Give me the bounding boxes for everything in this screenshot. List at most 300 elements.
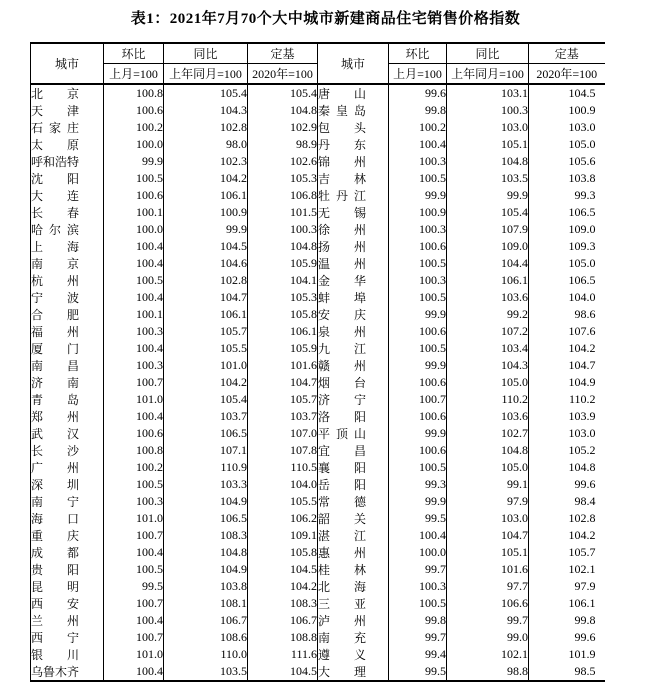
fixed-value: 105.9 xyxy=(248,340,318,357)
yoy-value: 104.8 xyxy=(164,544,248,561)
mom-value: 101.0 xyxy=(104,510,164,527)
city-cell: 济 南 xyxy=(31,374,104,391)
fixed-value: 104.5 xyxy=(529,84,605,102)
yoy-value: 102.8 xyxy=(164,272,248,289)
city-cell: 济 宁 xyxy=(318,391,389,408)
mom-value: 100.3 xyxy=(104,357,164,374)
city-cell: 西 安 xyxy=(31,595,104,612)
table-row xyxy=(31,170,605,187)
yoy-value: 104.3 xyxy=(447,357,529,374)
yoy-value: 103.0 xyxy=(447,510,529,527)
city-cell: 呼 和 浩 特 xyxy=(31,153,104,170)
mom-value: 100.5 xyxy=(389,340,447,357)
city-cell: 丹 东 xyxy=(318,136,389,153)
mom-value: 100.3 xyxy=(104,323,164,340)
yoy-value: 104.4 xyxy=(447,255,529,272)
city-cell: 襄 阳 xyxy=(318,459,389,476)
fixed-value: 106.1 xyxy=(529,595,605,612)
city-cell: 宜 昌 xyxy=(318,442,389,459)
yoy-value: 106.1 xyxy=(164,306,248,323)
table-row xyxy=(31,629,605,646)
fixed-value: 101.5 xyxy=(248,204,318,221)
mom-value: 99.8 xyxy=(389,102,447,119)
yoy-value: 104.8 xyxy=(447,153,529,170)
mom-value: 100.6 xyxy=(104,425,164,442)
table-row xyxy=(31,272,605,289)
mom-value: 100.3 xyxy=(104,493,164,510)
yoy-value: 101.6 xyxy=(447,561,529,578)
city-cell: 郑 州 xyxy=(31,408,104,425)
table-row xyxy=(31,646,605,663)
fixed-value: 106.8 xyxy=(248,187,318,204)
city-cell: 太 原 xyxy=(31,136,104,153)
table-row xyxy=(31,255,605,272)
city-cell: 西 宁 xyxy=(31,629,104,646)
yoy-value: 105.0 xyxy=(447,374,529,391)
city-cell: 银 川 xyxy=(31,646,104,663)
yoy-value: 110.0 xyxy=(164,646,248,663)
table-row xyxy=(31,408,605,425)
fixed-value: 103.7 xyxy=(248,408,318,425)
city-cell: 秦 皇 岛 xyxy=(318,102,389,119)
city-cell: 吉 林 xyxy=(318,170,389,187)
city-cell: 韶 关 xyxy=(318,510,389,527)
city-cell: 青 岛 xyxy=(31,391,104,408)
mom-value: 100.8 xyxy=(104,84,164,102)
fixed-value: 109.0 xyxy=(529,221,605,238)
yoy-value: 108.3 xyxy=(164,527,248,544)
city-cell: 广 州 xyxy=(31,459,104,476)
yoy-value: 97.7 xyxy=(447,578,529,595)
yoy-value: 104.9 xyxy=(164,561,248,578)
city-cell: 温 州 xyxy=(318,255,389,272)
yoy-value: 104.2 xyxy=(164,170,248,187)
mom-value: 100.5 xyxy=(104,561,164,578)
mom-value: 100.0 xyxy=(104,221,164,238)
fixed-value: 99.8 xyxy=(529,612,605,629)
mom-value: 100.7 xyxy=(104,527,164,544)
yoy-value: 105.5 xyxy=(164,340,248,357)
city-cell: 石 家 庄 xyxy=(31,119,104,136)
table-row xyxy=(31,153,605,170)
city-cell: 天 津 xyxy=(31,102,104,119)
fixed-value: 100.9 xyxy=(529,102,605,119)
yoy-value: 99.9 xyxy=(164,221,248,238)
fixed-value: 104.9 xyxy=(529,374,605,391)
fixed-value: 106.1 xyxy=(248,323,318,340)
mom-value: 100.6 xyxy=(389,323,447,340)
city-cell: 平 顶 山 xyxy=(318,425,389,442)
city-cell: 桂 林 xyxy=(318,561,389,578)
yoy-value: 98.8 xyxy=(447,663,529,681)
mom-value: 99.7 xyxy=(389,629,447,646)
city-cell: 大 连 xyxy=(31,187,104,204)
header-fixed-base-right: 2020年=100 xyxy=(529,64,605,85)
fixed-value: 102.9 xyxy=(248,119,318,136)
header-yoy-right: 同比 xyxy=(447,43,529,64)
fixed-value: 104.2 xyxy=(529,527,605,544)
mom-value: 100.9 xyxy=(389,204,447,221)
yoy-value: 103.8 xyxy=(164,578,248,595)
fixed-value: 107.0 xyxy=(248,425,318,442)
yoy-value: 104.2 xyxy=(164,374,248,391)
mom-value: 100.1 xyxy=(104,306,164,323)
table-row xyxy=(31,374,605,391)
city-cell: 北 京 xyxy=(31,84,104,102)
table-row xyxy=(31,425,605,442)
city-cell: 牡 丹 江 xyxy=(318,187,389,204)
city-cell: 福 州 xyxy=(31,323,104,340)
table-row xyxy=(31,221,605,238)
city-cell: 南 昌 xyxy=(31,357,104,374)
mom-value: 99.5 xyxy=(389,663,447,681)
yoy-value: 106.1 xyxy=(447,272,529,289)
mom-value: 99.7 xyxy=(389,561,447,578)
table-title: 表1：2021年7月70个大中城市新建商品住宅销售价格指数 xyxy=(130,11,521,27)
mom-value: 100.7 xyxy=(104,629,164,646)
fixed-value: 104.7 xyxy=(248,374,318,391)
mom-value: 100.7 xyxy=(104,595,164,612)
header-yoy-base-right: 上年同月=100 xyxy=(447,64,529,85)
fixed-value: 108.3 xyxy=(248,595,318,612)
city-cell: 安 庆 xyxy=(318,306,389,323)
mom-value: 99.9 xyxy=(104,153,164,170)
yoy-value: 103.6 xyxy=(447,408,529,425)
yoy-value: 108.6 xyxy=(164,629,248,646)
table-row xyxy=(31,476,605,493)
mom-value: 100.4 xyxy=(389,527,447,544)
city-cell: 洛 阳 xyxy=(318,408,389,425)
yoy-value: 99.1 xyxy=(447,476,529,493)
fixed-value: 99.3 xyxy=(529,187,605,204)
mom-value: 100.3 xyxy=(389,221,447,238)
mom-value: 100.5 xyxy=(389,170,447,187)
mom-value: 100.2 xyxy=(104,459,164,476)
mom-value: 100.3 xyxy=(389,272,447,289)
city-cell: 重 庆 xyxy=(31,527,104,544)
city-cell: 沈 阳 xyxy=(31,170,104,187)
table-row xyxy=(31,340,605,357)
city-cell: 武 汉 xyxy=(31,425,104,442)
yoy-value: 106.5 xyxy=(164,425,248,442)
mom-value: 101.0 xyxy=(104,391,164,408)
header-yoy-left: 同比 xyxy=(164,43,248,64)
yoy-value: 106.1 xyxy=(164,187,248,204)
city-cell: 烟 台 xyxy=(318,374,389,391)
yoy-value: 104.5 xyxy=(164,238,248,255)
city-cell: 南 宁 xyxy=(31,493,104,510)
city-cell: 哈 尔 滨 xyxy=(31,221,104,238)
table-row xyxy=(31,493,605,510)
yoy-value: 106.5 xyxy=(164,510,248,527)
mom-value: 100.2 xyxy=(104,119,164,136)
mom-value: 100.4 xyxy=(104,663,164,681)
yoy-value: 101.0 xyxy=(164,357,248,374)
table-row xyxy=(31,442,605,459)
fixed-value: 103.8 xyxy=(529,170,605,187)
yoy-value: 110.2 xyxy=(447,391,529,408)
mom-value: 100.5 xyxy=(389,459,447,476)
city-cell: 贵 阳 xyxy=(31,561,104,578)
city-cell: 海 口 xyxy=(31,510,104,527)
table-row xyxy=(31,306,605,323)
fixed-value: 105.9 xyxy=(248,255,318,272)
yoy-value: 103.0 xyxy=(447,119,529,136)
city-cell: 锦 州 xyxy=(318,153,389,170)
yoy-value: 102.8 xyxy=(164,119,248,136)
header-yoy-base-left: 上年同月=100 xyxy=(164,64,248,85)
fixed-value: 104.8 xyxy=(248,102,318,119)
yoy-value: 110.9 xyxy=(164,459,248,476)
mom-value: 101.0 xyxy=(104,646,164,663)
city-cell: 金 华 xyxy=(318,272,389,289)
city-cell: 昆 明 xyxy=(31,578,104,595)
yoy-value: 99.2 xyxy=(447,306,529,323)
yoy-value: 100.9 xyxy=(164,204,248,221)
fixed-value: 99.6 xyxy=(529,629,605,646)
city-cell: 唐 山 xyxy=(318,84,389,102)
mom-value: 100.5 xyxy=(389,255,447,272)
mom-value: 100.4 xyxy=(104,289,164,306)
header-mom-right: 环比 xyxy=(389,43,447,64)
mom-value: 100.0 xyxy=(104,136,164,153)
fixed-value: 105.0 xyxy=(529,255,605,272)
city-cell: 惠 州 xyxy=(318,544,389,561)
city-cell: 兰 州 xyxy=(31,612,104,629)
city-cell: 包 头 xyxy=(318,119,389,136)
yoy-value: 103.5 xyxy=(164,663,248,681)
city-cell: 泸 州 xyxy=(318,612,389,629)
mom-value: 100.6 xyxy=(389,408,447,425)
table-row xyxy=(31,102,605,119)
fixed-value: 104.2 xyxy=(529,340,605,357)
table-row xyxy=(31,136,605,153)
mom-value: 100.4 xyxy=(104,255,164,272)
fixed-value: 103.9 xyxy=(529,408,605,425)
table-row xyxy=(31,391,605,408)
fixed-value: 105.7 xyxy=(529,544,605,561)
header-fixed-right: 定基 xyxy=(529,43,605,64)
mom-value: 100.6 xyxy=(389,442,447,459)
mom-value: 100.5 xyxy=(104,170,164,187)
fixed-value: 105.8 xyxy=(248,306,318,323)
table-row xyxy=(31,289,605,306)
mom-value: 100.5 xyxy=(389,289,447,306)
header-mom-base-right: 上月=100 xyxy=(389,64,447,85)
yoy-value: 103.5 xyxy=(447,170,529,187)
yoy-value: 106.7 xyxy=(164,612,248,629)
city-cell: 长 沙 xyxy=(31,442,104,459)
city-cell: 扬 州 xyxy=(318,238,389,255)
fixed-value: 104.1 xyxy=(248,272,318,289)
fixed-value: 98.5 xyxy=(529,663,605,681)
table-body xyxy=(31,84,605,681)
fixed-value: 98.9 xyxy=(248,136,318,153)
fixed-value: 104.2 xyxy=(248,578,318,595)
city-cell: 岳 阳 xyxy=(318,476,389,493)
mom-value: 99.9 xyxy=(389,187,447,204)
fixed-value: 99.6 xyxy=(529,476,605,493)
fixed-value: 102.1 xyxy=(529,561,605,578)
yoy-value: 99.9 xyxy=(447,187,529,204)
fixed-value: 106.5 xyxy=(529,204,605,221)
fixed-value: 105.7 xyxy=(248,391,318,408)
yoy-value: 104.9 xyxy=(164,493,248,510)
mom-value: 100.2 xyxy=(389,119,447,136)
mom-value: 100.7 xyxy=(104,374,164,391)
city-cell: 成 都 xyxy=(31,544,104,561)
yoy-value: 107.2 xyxy=(447,323,529,340)
mom-value: 100.6 xyxy=(389,374,447,391)
city-cell: 湛 江 xyxy=(318,527,389,544)
table-header xyxy=(31,43,605,84)
header-fixed-base-left: 2020年=100 xyxy=(248,64,318,85)
fixed-value: 102.6 xyxy=(248,153,318,170)
yoy-value: 105.7 xyxy=(164,323,248,340)
yoy-value: 99.7 xyxy=(447,612,529,629)
mom-value: 100.5 xyxy=(104,476,164,493)
table-row xyxy=(31,204,605,221)
city-cell: 宁 波 xyxy=(31,289,104,306)
city-cell: 徐 州 xyxy=(318,221,389,238)
mom-value: 99.6 xyxy=(389,84,447,102)
table-row xyxy=(31,323,605,340)
table-row xyxy=(31,459,605,476)
fixed-value: 105.5 xyxy=(248,493,318,510)
fixed-value: 104.5 xyxy=(248,663,318,681)
table-row xyxy=(31,357,605,374)
fixed-value: 109.3 xyxy=(529,238,605,255)
fixed-value: 104.7 xyxy=(529,357,605,374)
fixed-value: 106.7 xyxy=(248,612,318,629)
mom-value: 100.6 xyxy=(104,187,164,204)
table-row xyxy=(31,84,605,102)
fixed-value: 103.0 xyxy=(529,425,605,442)
yoy-value: 109.0 xyxy=(447,238,529,255)
yoy-value: 100.3 xyxy=(447,102,529,119)
mom-value: 100.4 xyxy=(104,340,164,357)
mom-value: 99.4 xyxy=(389,646,447,663)
yoy-value: 102.1 xyxy=(447,646,529,663)
fixed-value: 104.8 xyxy=(529,459,605,476)
city-cell: 遵 义 xyxy=(318,646,389,663)
city-cell: 无 锡 xyxy=(318,204,389,221)
yoy-value: 99.0 xyxy=(447,629,529,646)
yoy-value: 105.1 xyxy=(447,136,529,153)
city-cell: 上 海 xyxy=(31,238,104,255)
yoy-value: 104.6 xyxy=(164,255,248,272)
mom-value: 99.9 xyxy=(389,425,447,442)
fixed-value: 104.8 xyxy=(248,238,318,255)
yoy-value: 103.7 xyxy=(164,408,248,425)
header-mom-left: 环比 xyxy=(104,43,164,64)
city-cell: 蚌 埠 xyxy=(318,289,389,306)
city-cell: 深 圳 xyxy=(31,476,104,493)
fixed-value: 109.1 xyxy=(248,527,318,544)
mom-value: 100.8 xyxy=(104,442,164,459)
yoy-value: 104.3 xyxy=(164,102,248,119)
mom-value: 100.5 xyxy=(389,595,447,612)
header-mom-base-left: 上月=100 xyxy=(104,64,164,85)
yoy-value: 105.4 xyxy=(447,204,529,221)
city-cell: 乌 鲁 木 齐 xyxy=(31,663,104,681)
fixed-value: 101.6 xyxy=(248,357,318,374)
fixed-value: 105.0 xyxy=(529,136,605,153)
city-cell: 九 江 xyxy=(318,340,389,357)
table-row xyxy=(31,663,605,681)
mom-value: 99.9 xyxy=(389,357,447,374)
city-cell: 大 理 xyxy=(318,663,389,681)
fixed-value: 107.8 xyxy=(248,442,318,459)
fixed-value: 110.2 xyxy=(529,391,605,408)
mom-value: 100.6 xyxy=(104,102,164,119)
fixed-value: 100.3 xyxy=(248,221,318,238)
fixed-value: 104.5 xyxy=(248,561,318,578)
fixed-value: 105.3 xyxy=(248,289,318,306)
table-row xyxy=(31,578,605,595)
fixed-value: 107.6 xyxy=(529,323,605,340)
fixed-value: 105.6 xyxy=(529,153,605,170)
table-row xyxy=(31,119,605,136)
city-cell: 泉 州 xyxy=(318,323,389,340)
fixed-value: 105.2 xyxy=(529,442,605,459)
yoy-value: 103.1 xyxy=(447,84,529,102)
yoy-value: 106.6 xyxy=(447,595,529,612)
fixed-value: 103.0 xyxy=(529,119,605,136)
table-row xyxy=(31,238,605,255)
mom-value: 99.5 xyxy=(389,510,447,527)
table-row xyxy=(31,595,605,612)
header-fixed-left: 定基 xyxy=(248,43,318,64)
yoy-value: 107.9 xyxy=(447,221,529,238)
mom-value: 100.1 xyxy=(104,204,164,221)
yoy-value: 103.4 xyxy=(447,340,529,357)
yoy-value: 105.4 xyxy=(164,391,248,408)
mom-value: 100.4 xyxy=(104,238,164,255)
yoy-value: 104.8 xyxy=(447,442,529,459)
mom-value: 100.4 xyxy=(104,408,164,425)
yoy-value: 104.7 xyxy=(164,289,248,306)
yoy-value: 104.7 xyxy=(447,527,529,544)
yoy-value: 105.4 xyxy=(164,84,248,102)
fixed-value: 111.6 xyxy=(248,646,318,663)
yoy-value: 102.7 xyxy=(447,425,529,442)
mom-value: 100.3 xyxy=(389,153,447,170)
fixed-value: 106.5 xyxy=(529,272,605,289)
mom-value: 100.4 xyxy=(104,612,164,629)
city-cell: 长 春 xyxy=(31,204,104,221)
city-cell: 常 德 xyxy=(318,493,389,510)
yoy-value: 105.1 xyxy=(447,544,529,561)
price-index-table xyxy=(30,42,605,682)
fixed-value: 104.0 xyxy=(248,476,318,493)
mom-value: 99.3 xyxy=(389,476,447,493)
yoy-value: 105.0 xyxy=(447,459,529,476)
city-cell: 南 充 xyxy=(318,629,389,646)
table-row xyxy=(31,187,605,204)
fixed-value: 102.8 xyxy=(529,510,605,527)
table-row xyxy=(31,527,605,544)
city-cell: 南 京 xyxy=(31,255,104,272)
mom-value: 100.4 xyxy=(104,544,164,561)
city-cell: 厦 门 xyxy=(31,340,104,357)
mom-value: 100.7 xyxy=(389,391,447,408)
header-city-left: 城市 xyxy=(31,43,104,84)
fixed-value: 98.6 xyxy=(529,306,605,323)
yoy-value: 108.1 xyxy=(164,595,248,612)
fixed-value: 97.9 xyxy=(529,578,605,595)
yoy-value: 107.1 xyxy=(164,442,248,459)
